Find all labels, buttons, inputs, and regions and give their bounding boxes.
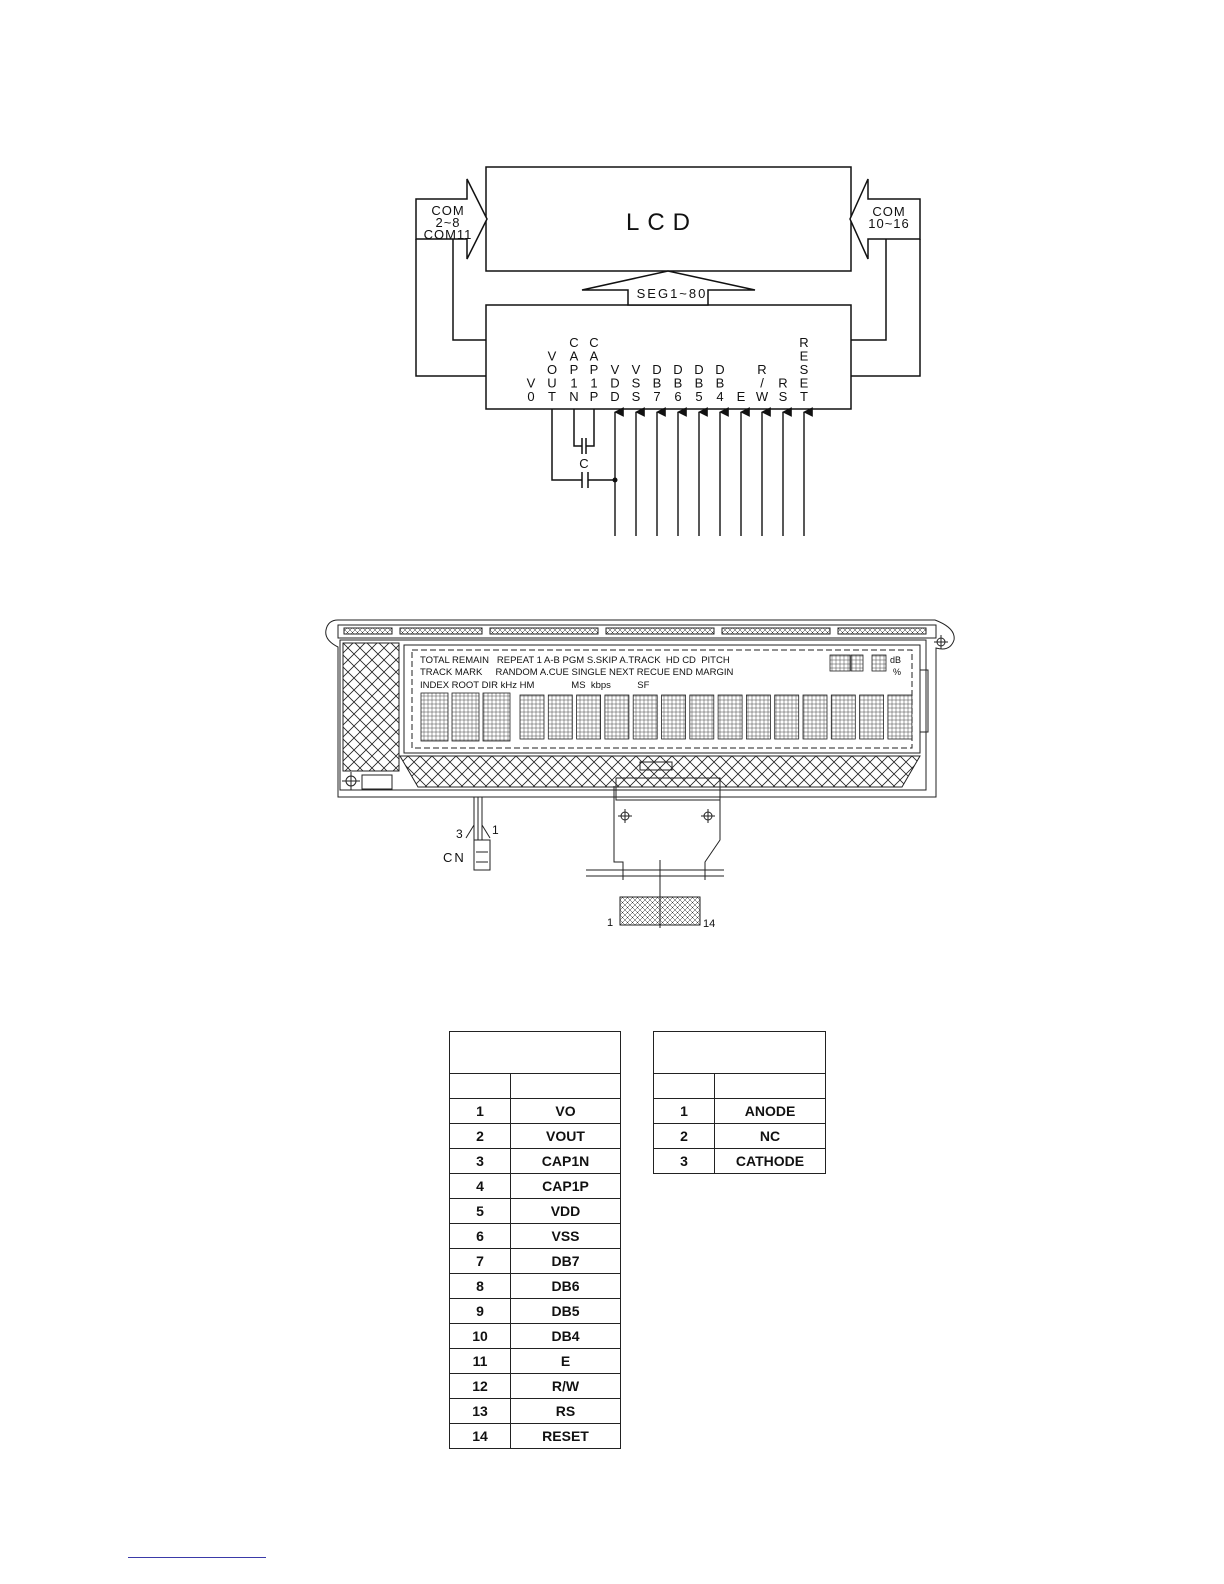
pin-label-char: P [569,362,579,377]
connector-pin-3: 3 [456,827,463,841]
pin-label-char: N [569,389,579,404]
pin-label-char: E [799,348,809,364]
backlight-table-column-row [654,1074,826,1099]
driver-ic-box [486,305,851,409]
pin-label-char: 0 [527,389,535,404]
lcd-table-pin-number: 4 [450,1174,511,1199]
backlight-table-row [654,1149,826,1174]
lcd-table-title [450,1032,621,1074]
lcd-table-pin-number: 14 [450,1424,511,1449]
pin-label-char: B [673,375,683,391]
indicator-percent-mark: % [893,667,902,677]
pin-label-char: T [548,389,556,404]
backlight-table-row [654,1099,826,1124]
pin-label-char: R [757,362,767,377]
fpc-cross-right [701,809,715,823]
lcd-table-pin-number: 9 [450,1299,511,1324]
character-cell [690,695,714,739]
rail-3 [490,628,598,634]
lcd-table-row [450,1224,621,1249]
character-cell [718,695,742,739]
pin-label-char: / [760,375,764,391]
pin-label-char: 4 [716,389,724,404]
lcd-table-signal: VSS [511,1224,621,1249]
backlight-table-row [654,1124,826,1149]
character-cell [483,693,510,741]
character-cell [746,695,770,739]
left-hatch-block [343,643,399,771]
pin-label-char: P [589,389,599,404]
pin-label-char: S [631,375,641,391]
pin-label-char: O [546,362,558,377]
character-cell [577,695,601,739]
lcd-table-row [450,1374,621,1399]
pin-label-char: S [631,389,641,404]
character-cell [605,695,629,739]
com-left-label-line: 2~8 [435,215,461,230]
cap1-plates [582,438,586,454]
character-cell [421,693,448,741]
character-cell [872,655,886,671]
cap1-wires [574,409,594,446]
com-right-label-line: 10~16 [868,216,910,231]
pin-label-char: E [736,389,746,404]
fpc-cross-left [618,809,632,823]
lcd-table-pin-number: 8 [450,1274,511,1299]
pin-label-char: D [652,362,662,377]
capc-plates [582,472,588,488]
character-cell [888,695,912,739]
character-cell [775,695,799,739]
lcd-table-row [450,1424,621,1449]
indicator-text [420,655,901,691]
backlight-col-pin [654,1074,715,1099]
com-right-label-line: COM [872,204,906,219]
lcd-table-pin-number: 2 [450,1124,511,1149]
character-cell [831,695,855,739]
fpc-pin-1: 1 [607,917,614,929]
pin-label-char: E [799,375,809,391]
lcd-table-pin-number: 5 [450,1199,511,1224]
lcd-table-row [450,1174,621,1199]
pin-label-char: 1 [590,375,598,391]
fpc-pin-14: 14 [703,918,716,930]
lcd-table-pin-number: 3 [450,1149,511,1174]
pin-labels [527,335,809,404]
pin-label-char: D [673,362,683,377]
pin-label-char: S [778,389,788,404]
pin-label-char: R [799,335,809,350]
lcd-pin-table [449,1031,621,1449]
pin-label-char: B [652,375,662,391]
character-cell [851,655,863,671]
lcd-table-row [450,1299,621,1324]
character-cell [520,695,544,739]
pin-label-char: C [589,335,599,350]
lcd-table-row [450,1324,621,1349]
pin-label-char: V [547,348,557,364]
lcd-table-row [450,1149,621,1174]
label-box [362,775,392,789]
lcd-table-signal: DB6 [511,1274,621,1299]
lcd-table-signal: VOUT [511,1124,621,1149]
character-cell [548,695,572,739]
pin-label-char: 6 [674,389,682,404]
pin-label-char: R [778,375,788,391]
pin-label-char: A [569,348,579,364]
pin-label-char: S [799,362,809,377]
com-left-label-line: COM [431,203,465,218]
backlight-table-signal: CATHODE [715,1149,826,1174]
lcd-table-signal: DB7 [511,1249,621,1274]
backlight-col-signal [715,1074,826,1099]
pin-label-char: 5 [695,389,703,404]
lcd-table-signal: RESET [511,1424,621,1449]
backlight-table-pin-number: 3 [654,1149,715,1174]
lcd-table-row [450,1249,621,1274]
backlight-connector-detail [476,852,488,862]
backlight-table-signal: NC [715,1124,826,1149]
character-cell [830,655,850,671]
pin-label-char: V [610,362,620,377]
rail-4 [606,628,714,634]
lcd-table-signal: VDD [511,1199,621,1224]
cap-label: C [579,456,589,471]
pin-label-char: T [800,389,808,404]
com-right-labels [868,204,910,231]
lcd-table-pin-number: 13 [450,1399,511,1424]
mount-cross-left [342,772,360,790]
lcd-table-signal: DB5 [511,1299,621,1324]
rail-6 [838,628,926,634]
lcd-table-row [450,1349,621,1374]
pin-label-char: C [569,335,579,350]
com-left-label-line: COM11 [423,227,473,242]
character-cell [860,695,884,739]
backlight-connector [474,840,490,870]
character-cell [662,695,686,739]
footer-rule [128,1557,266,1558]
lcd-table-signal: VO [511,1099,621,1124]
pin-label-char: V [526,375,536,391]
lcd-table-pin-number: 7 [450,1249,511,1274]
pin-label-char: B [715,375,725,391]
com-left-wire-outer [416,239,486,376]
lcd-table-column-row [450,1074,621,1099]
pin-label-char: P [589,362,599,377]
connector-label: CN [443,850,466,865]
lcd-table-pin-number: 1 [450,1099,511,1124]
lcd-table-signal: CAP1N [511,1149,621,1174]
backlight-table-body [654,1099,826,1174]
lcd-table-row [450,1199,621,1224]
rail-2 [400,628,482,634]
rail-1 [344,628,392,634]
pin-label-char: D [694,362,704,377]
lcd-table-row [450,1399,621,1424]
backlight-table-pin-number: 2 [654,1124,715,1149]
backlight-wires [474,797,482,840]
pin-label-char: 7 [653,389,661,404]
seg-label: SEG1~80 [636,286,708,301]
lcd-table-pin-number: 11 [450,1349,511,1374]
pin-label-char: A [589,348,599,364]
pin-arrows [615,412,804,536]
lcd-table-pin-number: 12 [450,1374,511,1399]
right-tab [920,670,928,732]
backlight-table-title-row [654,1032,826,1074]
lcd-label: LCD [625,209,699,236]
rail-5 [722,628,830,634]
pin-label-char: D [715,362,725,377]
lcd-table-signal: RS [511,1399,621,1424]
lcd-table-signal: E [511,1349,621,1374]
connector-pin-1: 1 [492,823,499,837]
indicator-row-3: INDEX ROOT DIR kHz HM MS kbps SF [420,680,650,691]
backlight-table-pin-number: 1 [654,1099,715,1124]
backlight-pin-table [653,1031,826,1174]
indicator-row-1: TOTAL REMAIN REPEAT 1 A-B PGM S.SKIP A.TRACK HD CD PITCH [420,655,730,666]
pin-label-char: B [694,375,704,391]
pin-label-char: U [547,375,557,391]
lcd-table-signal: CAP1P [511,1174,621,1199]
lcd-table-row [450,1124,621,1149]
backlight-table-signal: ANODE [715,1099,826,1124]
lcd-col-pin [450,1074,511,1099]
fpc-cut-lines [586,870,724,876]
character-cell [633,695,657,739]
character-cell [803,695,827,739]
lcd-col-signal [511,1074,621,1099]
lower-hatch-band [400,756,920,787]
indicator-row-2: TRACK MARK RANDOM A.CUE SINGLE NEXT RECUE END MARGIN [420,667,734,678]
lcd-table-row [450,1099,621,1124]
lcd-table-pin-number: 6 [450,1224,511,1249]
indicator-db-mark: dB [890,655,902,665]
lcd-table-pin-number: 10 [450,1324,511,1349]
lcd-table-signal: DB4 [511,1324,621,1349]
pin-label-char: W [755,389,769,404]
lcd-table-body [450,1099,621,1449]
pin-label-char: D [610,375,620,391]
pin-label-char: V [631,362,641,377]
backlight-table-title [654,1032,826,1074]
pin-label-char: 1 [570,375,578,391]
lcd-table-row [450,1274,621,1299]
pin-label-char: D [610,389,620,404]
lcd-table-title-row [450,1032,621,1074]
lcd-table-signal: R/W [511,1374,621,1399]
character-cell [452,693,479,741]
